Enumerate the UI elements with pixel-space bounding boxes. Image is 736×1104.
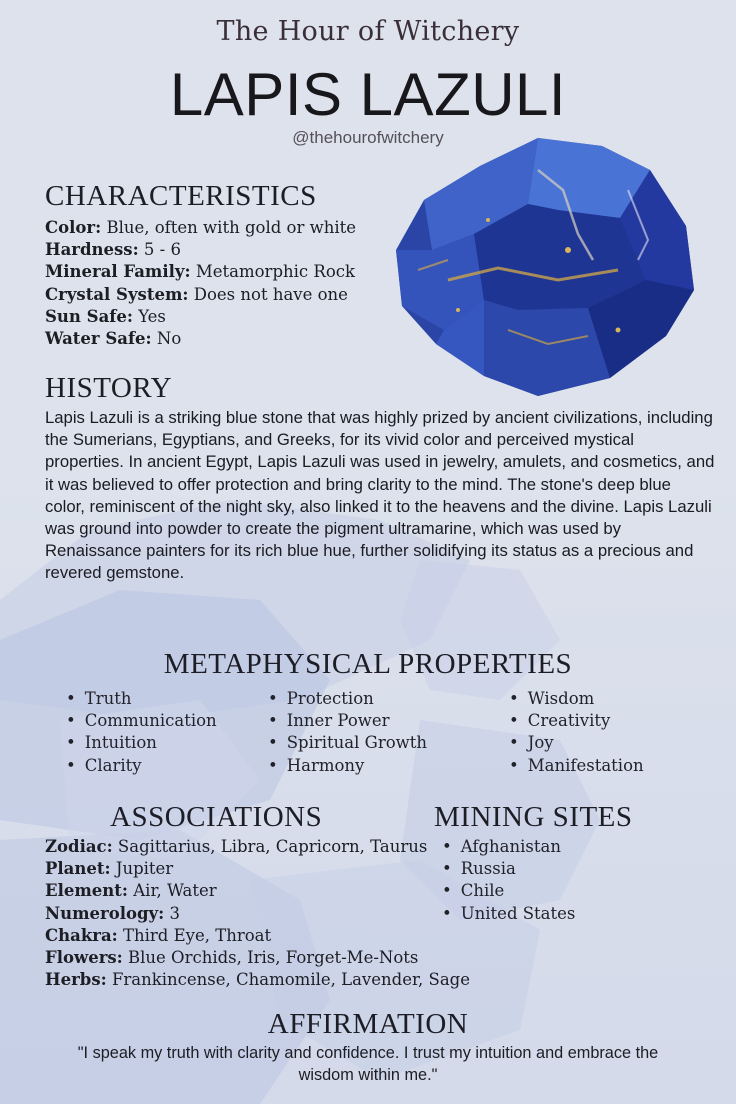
associations-list (45, 836, 470, 991)
association-zodiac: Zodiac: Sagittarius, Libra, Capricorn, Taurus (45, 837, 428, 856)
metaphysical-list-2 (268, 688, 427, 777)
list-item: • Truth (66, 688, 217, 710)
association-herbs: Herbs: Frankincense, Chamomile, Lavender, Sage (45, 970, 470, 990)
characteristic-mineral-family: Mineral Family: Metamorphic Rock (45, 262, 355, 282)
characteristic-hardness: Hardness: 5 - 6 (45, 240, 181, 260)
history-heading: HISTORY (45, 372, 173, 404)
list-item: • Inner Power (268, 710, 427, 732)
metaphysical-heading: METAPHYSICAL PROPERTIES (163, 648, 573, 680)
social-handle: @thehourofwitchery (292, 128, 444, 147)
metaphysical-list-1 (66, 688, 217, 777)
affirmation-heading: AFFIRMATION (267, 1008, 469, 1040)
list-item: • Intuition (66, 732, 217, 754)
associations-heading: ASSOCIATIONS (110, 801, 323, 833)
association-numerology: Numerology: 3 (45, 903, 180, 923)
mining-sites-heading: MINING SITES (434, 801, 633, 833)
association-chakra: Chakra: Third Eye, Throat (45, 925, 272, 945)
list-item: • Wisdom (509, 688, 644, 710)
list-item: • Chile (442, 880, 575, 902)
affirmation-text: "I speak my truth with clarity and confidence. I trust my intuition and embrace the wisdom within me." (77, 1044, 659, 1084)
brand-name: The Hour of Witchery (216, 16, 520, 47)
list-item: • Harmony (268, 755, 427, 777)
association-flowers: Flowers: Blue Orchids, Iris, Forget-Me-Nots (45, 948, 419, 968)
list-item: • United States (442, 903, 575, 925)
list-item: • Spiritual Growth (268, 732, 427, 754)
mining-sites-list (442, 836, 575, 925)
characteristic-sun-safe: Sun Safe: Yes (45, 306, 166, 326)
history-text: Lapis Lazuli is a striking blue stone that was highly prized by ancient civilizations, including the Sumerians, Egyptians, and Greeks, for its vivid color and perceived mystical properties. In ancient Egypt, Lapis Lazuli was used in jewelry, amulets, and cosmetics, and it was believed to offer protection and bring clarity to the mind. The stone's deep blue color, reminiscent of the night sky, also linked it to the heavens and the divine. Lapis Lazuli was ground into powder to create the pigment ultramarine, which was used by Renaissance painters for its rich blue hue, further solidifying its status as a precious and revered gemstone. (45, 408, 715, 583)
characteristic-color: Color: Blue, often with gold or white (45, 218, 357, 237)
list-item: • Clarity (66, 755, 217, 777)
list-item: • Communication (66, 710, 217, 732)
list-item: • Russia (442, 858, 575, 880)
lapis-lazuli-stone-image (388, 130, 700, 402)
characteristics-heading: CHARACTERISTICS (45, 180, 317, 212)
list-item: • Joy (509, 732, 644, 754)
characteristic-water-safe: Water Safe: No (45, 329, 182, 349)
list-item: • Creativity (509, 710, 644, 732)
association-element: Element: Air, Water (45, 881, 217, 901)
characteristics-list (45, 217, 356, 350)
characteristic-crystal-system: Crystal System: Does not have one (45, 284, 348, 304)
list-item: • Afghanistan (442, 836, 575, 858)
page-title: LAPIS LAZULI (169, 61, 567, 128)
list-item: • Manifestation (509, 755, 644, 777)
list-item: • Protection (268, 688, 427, 710)
association-planet: Planet: Jupiter (45, 859, 174, 879)
metaphysical-list-3 (509, 688, 644, 777)
